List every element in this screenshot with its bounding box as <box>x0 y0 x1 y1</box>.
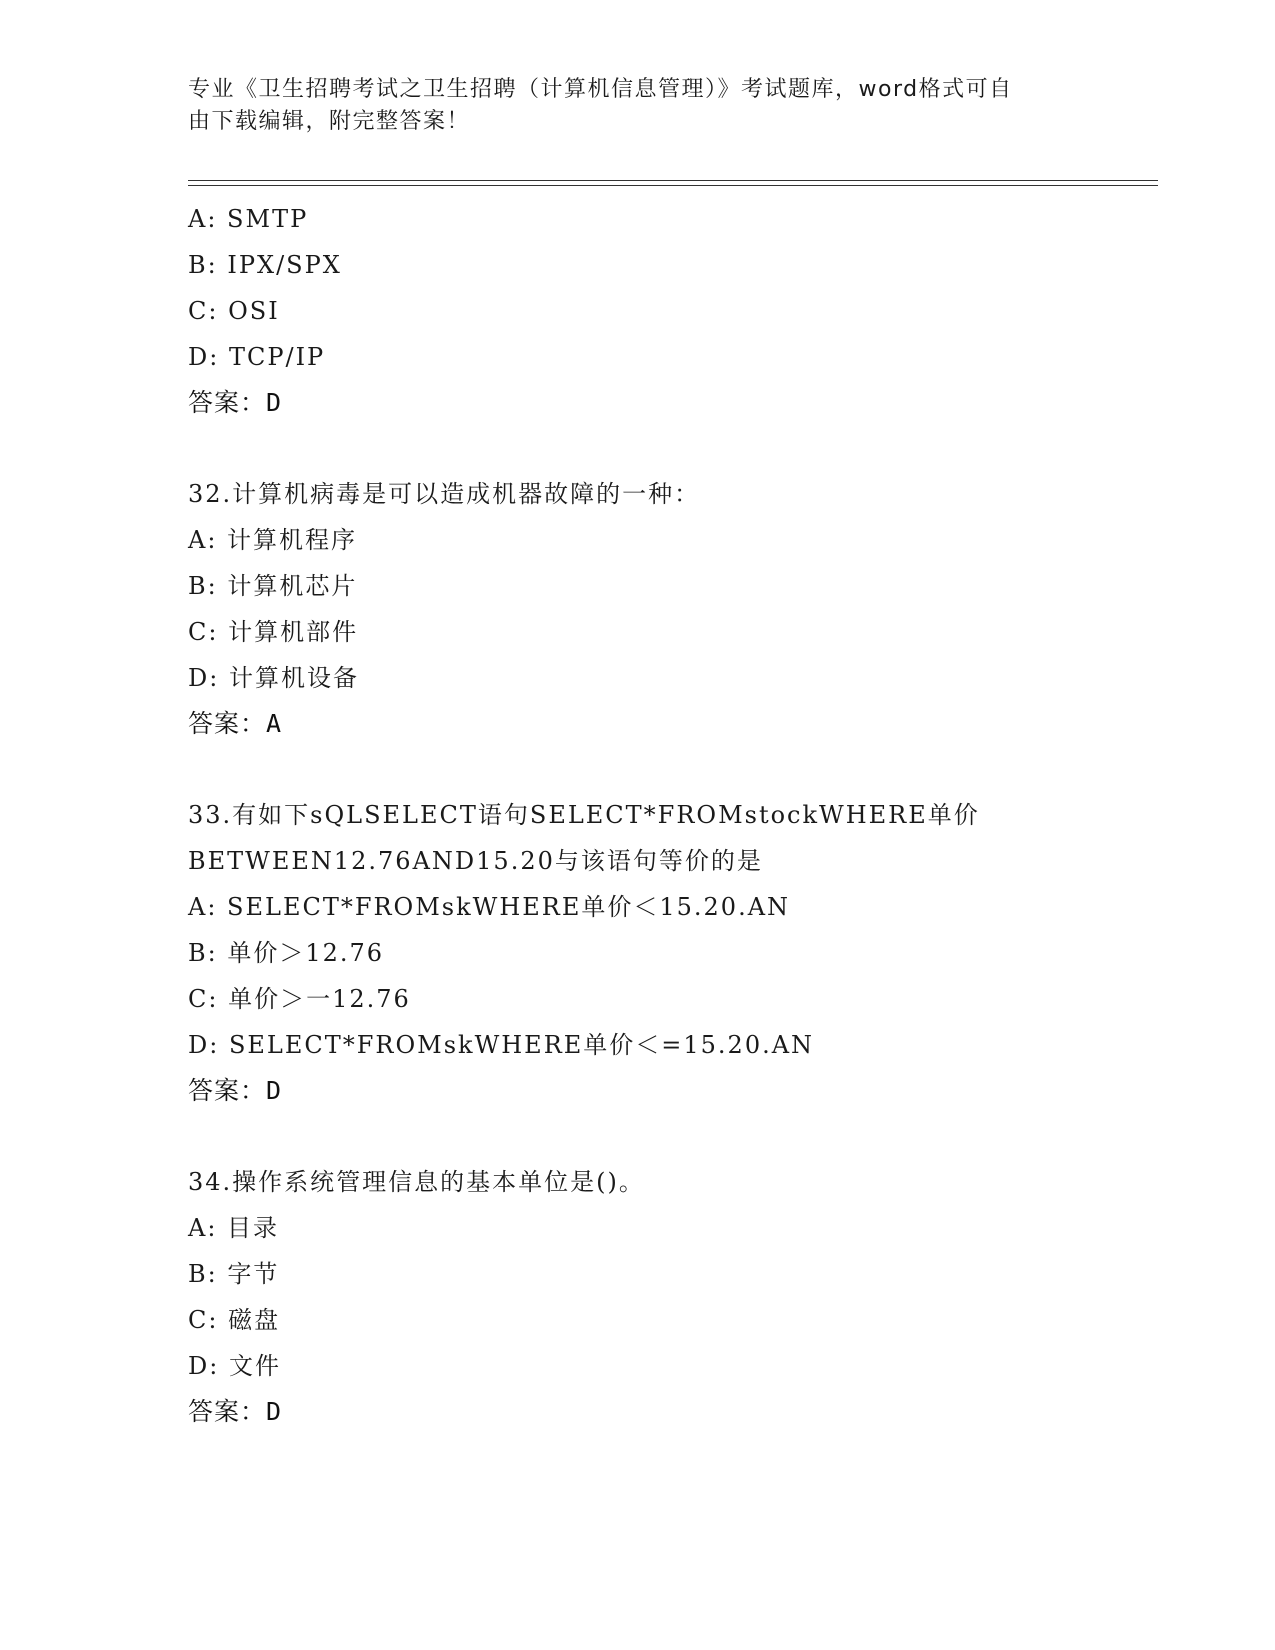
option-b: B: 单价＞12.76 <box>188 939 385 967</box>
answer-line <box>188 701 1158 747</box>
option-c: C: 计算机部件 <box>188 618 359 646</box>
question-32 <box>188 471 1158 747</box>
option-a: A: SMTP <box>188 205 309 233</box>
header-divider-top <box>188 180 1158 181</box>
question-text-line-2: BETWEEN12.76AND15.20与该语句等价的是 <box>188 847 763 875</box>
answer-value: D <box>266 1397 283 1426</box>
answer-value: D <box>266 388 283 417</box>
option-b: B: IPX/SPX <box>188 251 342 279</box>
option-c: C: 单价＞一12.76 <box>188 985 411 1013</box>
answer-value: A <box>266 709 283 738</box>
option-d: D: 计算机设备 <box>188 664 359 692</box>
question-text: 34.操作系统管理信息的基本单位是()。 <box>188 1168 645 1196</box>
question-34 <box>188 1159 1158 1435</box>
answer-label: 答案： <box>188 1076 267 1105</box>
option-a: A: 目录 <box>188 1214 280 1242</box>
option-d: D: SELECT*FROMskWHERE单价＜=15.20.AN <box>188 1031 815 1059</box>
answer-value: D <box>266 1076 283 1105</box>
question-text: 32.计算机病毒是可以造成机器故障的一种： <box>188 480 701 508</box>
question-text-line-1: 33.有如下sQLSELECT语句SELECT*FROMstockWHERE单价 <box>188 801 980 829</box>
answer-line <box>188 380 1158 426</box>
header-divider-bottom <box>188 185 1158 186</box>
answer-label: 答案： <box>188 1397 267 1426</box>
document-header <box>188 74 1068 138</box>
answer-line <box>188 1068 1158 1114</box>
question-33 <box>188 792 1158 1114</box>
header-line-2: 由下载编辑，附完整答案！ <box>188 109 471 134</box>
answer-label: 答案： <box>188 388 267 417</box>
option-a: A: SELECT*FROMskWHERE单价＜15.20.AN <box>188 893 791 921</box>
option-c: C: 磁盘 <box>188 1306 281 1334</box>
option-a: A: 计算机程序 <box>188 526 358 554</box>
question-31 <box>188 196 1158 426</box>
option-c: C: OSI <box>188 297 280 325</box>
option-b: B: 字节 <box>188 1260 280 1288</box>
option-b: B: 计算机芯片 <box>188 572 358 600</box>
answer-label: 答案： <box>188 709 267 738</box>
option-d: D: TCP/IP <box>188 343 326 371</box>
option-d: D: 文件 <box>188 1352 281 1380</box>
answer-line <box>188 1389 1158 1435</box>
header-line-1: 专业《卫生招聘考试之卫生招聘（计算机信息管理）》考试题库，word格式可自 <box>188 77 1013 102</box>
question-list <box>188 196 1158 1435</box>
